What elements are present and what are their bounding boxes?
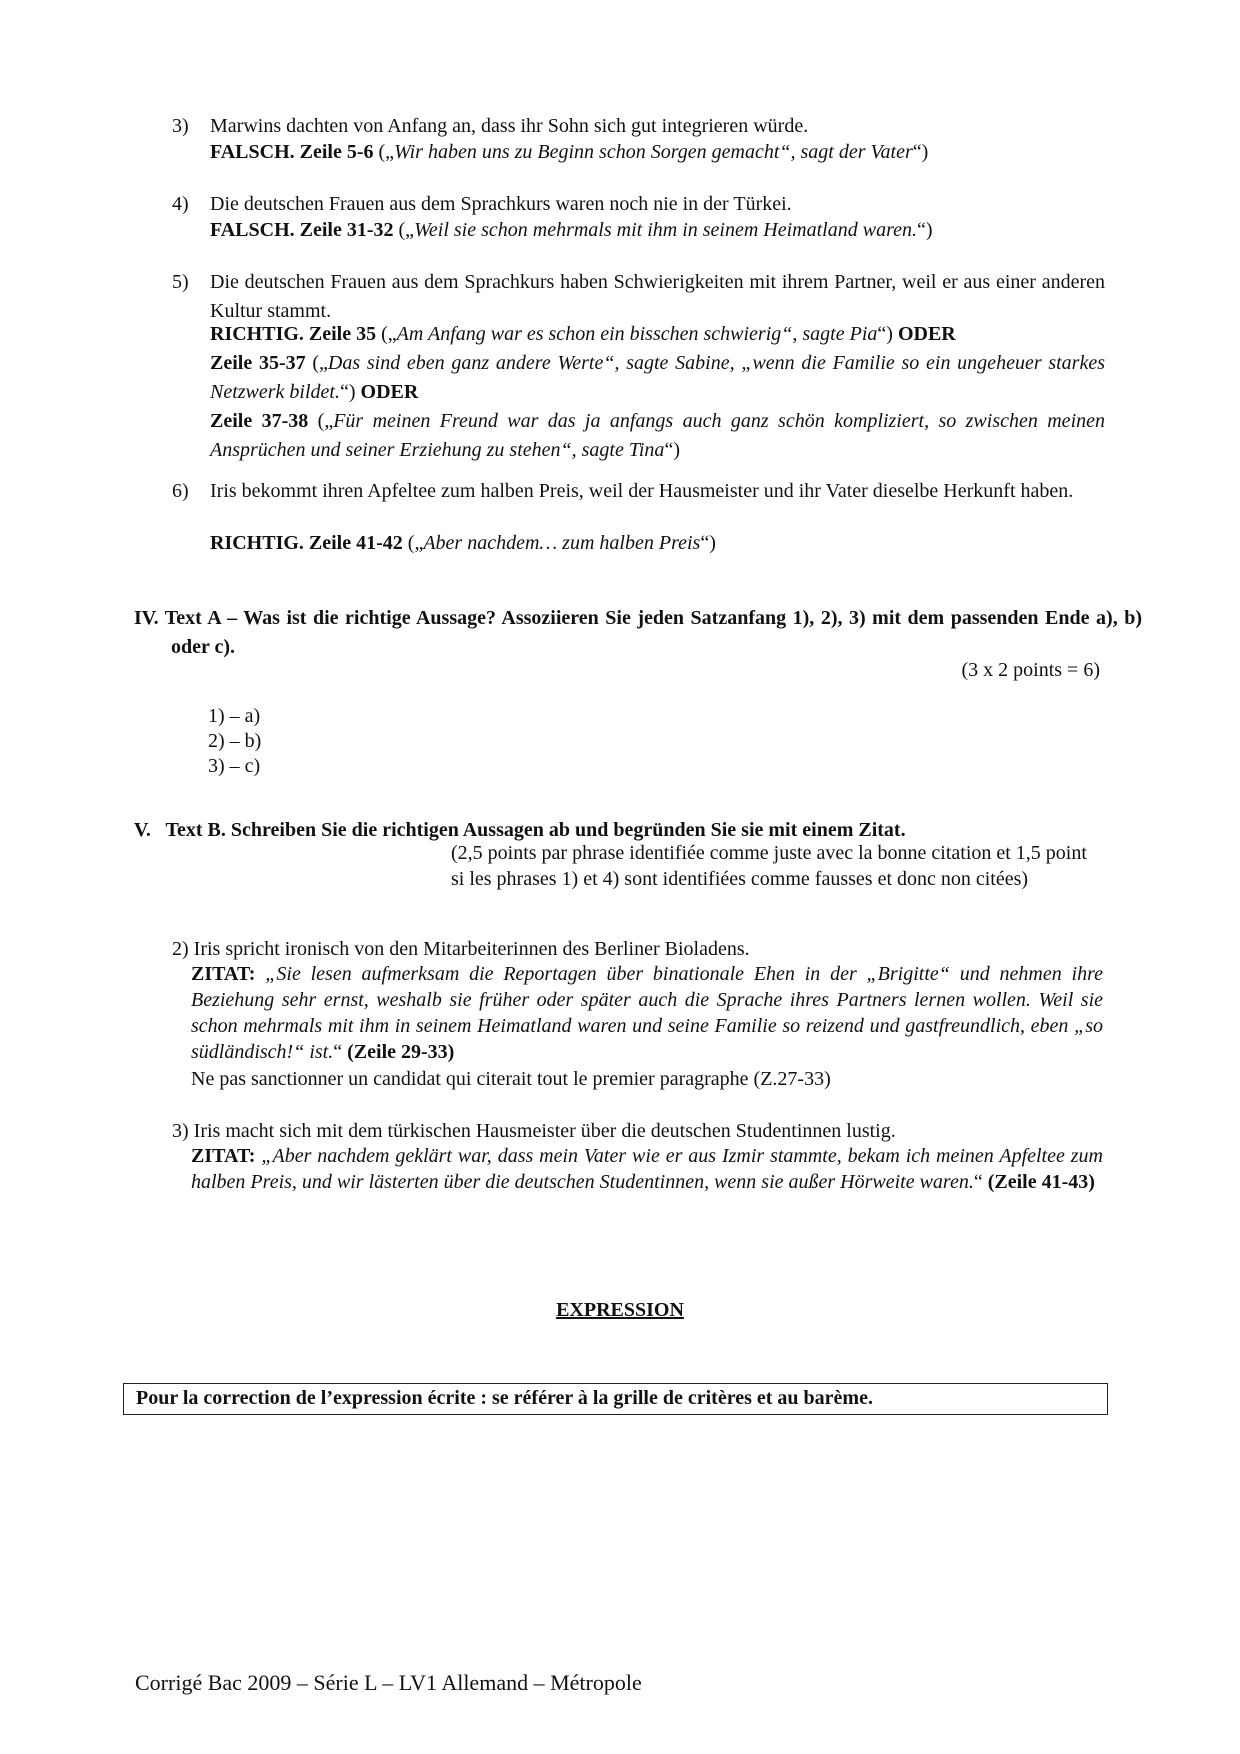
answer-label: FALSCH. Zeile 31-32	[210, 219, 394, 241]
question-number: 6)	[172, 480, 189, 502]
question-number: 5)	[172, 271, 189, 293]
line-reference: (Zeile 29-33)	[347, 1041, 455, 1063]
oder-label: ODER	[897, 323, 956, 345]
answer-line: FALSCH. Zeile 5-6 („Wir haben uns zu Beginn schon Sorgen gemacht“, sagt der Vater“)	[210, 141, 929, 163]
zitat-label: ZITAT:	[191, 963, 256, 985]
answer-label: FALSCH. Zeile 5-6	[210, 141, 374, 163]
quote: „Aber nachdem geklärt war, dass mein Vater wie er aus Izmir stammte, bekam ich meinen Apfeltee zum halben Preis, und wir lästerten über die deutschen Studentinnen, wenn sie außer Hörweite waren.	[191, 1145, 1103, 1193]
page-footer: Corrigé Bac 2009 – Série L – LV1 Allemand – Métropole	[135, 1670, 642, 1695]
list-item: 1) – a)	[208, 705, 261, 727]
statement-text: 3) Iris macht sich mit dem türkischen Hausmeister über die deutschen Studentinnen lustig.	[172, 1120, 896, 1142]
question-text: Die deutschen Frauen aus dem Sprachkurs waren noch nie in der Türkei.	[210, 193, 792, 215]
quote: Für meinen Freund war das ja anfangs auch ganz schön kompliziert, so zwischen meinen Ansprüchen und seiner Erziehung zu stehen“, sagte Tina	[210, 410, 1105, 461]
question-text: Iris bekommt ihren Apfeltee zum halben Preis, weil der Hausmeister und ihr Vater dieselbe Herkunft haben.	[210, 480, 1074, 502]
quote: Am Anfang war es schon ein bisschen schwierig“, sagte Pia	[396, 323, 878, 345]
question-number: 3)	[172, 115, 189, 137]
quote: „Sie lesen aufmerksam die Reportagen über binationale Ehen in der „Brigitte“ und nehmen ihre Beziehung sehr ernst, weshalb sie früher oder später auch die Sprache ihres Partners lernen wollen. Weil sie schon mehrmals mit ihm in seinem Heimatland waren und seine Familie so reizend und gastfreundlich, eben „so südländisch!“ ist.	[191, 963, 1103, 1063]
zitat-label: ZITAT:	[191, 1145, 256, 1167]
statement-text: 2) Iris spricht ironisch von den Mitarbeiterinnen des Berliner Bioladens.	[172, 938, 750, 960]
zitat-block: ZITAT: „Sie lesen aufmerksam die Reportagen über binationale Ehen in der „Brigitte“ und nehmen ihre Beziehung sehr ernst, weshalb sie früher oder später auch die Sprache ihres Partners lernen wollen. Weil sie schon mehrmals mit ihm in seinem Heimatland waren und seine Familie so reizend und gastfreundlich, eben „so südländisch!“ ist.“ (Zeile 29-33)	[191, 963, 1103, 1063]
expression-title: EXPRESSION	[556, 1299, 684, 1321]
instruction-box: Pour la correction de l’expression écrite : se référer à la grille de critères et au barème.	[123, 1383, 1108, 1415]
points-note: (3 x 2 points = 6)	[961, 659, 1100, 681]
list-item: 3) – c)	[208, 755, 261, 777]
answer-label: Zeile 35-37	[210, 352, 306, 374]
section-heading: V. Text B. Schreiben Sie die richtigen Aussagen ab und begründen Sie sie mit einem Zitat.	[134, 819, 906, 841]
line-reference: (Zeile 41-43)	[987, 1171, 1095, 1193]
section-heading: IV. Text A – Was ist die richtige Aussage? Assoziieren Sie jeden Satzanfang 1), 2), 3) mit dem passenden Ende a), b) oder c).	[134, 607, 1142, 658]
answer-block: RICHTIG. Zeile 35 („Am Anfang war es schon ein bisschen schwierig“, sagte Pia“) ODER Zeile 35-37 („Das sind eben ganz andere Werte“, sagte Sabine, „wenn die Familie so ein ungeheuer starkes Netzwerk bildet.“) ODER Zeile 37-38 („Für meinen Freund war das ja anfangs auch ganz schön kompliziert, so zwischen meinen Ansprüchen und seiner Erziehung zu stehen“, sagte Tina“)	[210, 323, 1105, 461]
answer-label: Zeile 37-38	[210, 410, 309, 432]
answer-line: FALSCH. Zeile 31-32 („Weil sie schon mehrmals mit ihm in seinem Heimatland waren.“)	[210, 219, 933, 241]
question-number: 4)	[172, 193, 189, 215]
answer-list	[208, 702, 261, 777]
answer-label: RICHTIG. Zeile 35	[210, 323, 377, 345]
grading-note: Ne pas sanctionner un candidat qui citerait tout le premier paragraphe (Z.27-33)	[191, 1068, 831, 1090]
quote: Aber nachdem… zum halben Preis	[423, 532, 701, 554]
answer-label: RICHTIG. Zeile 41-42	[210, 532, 403, 554]
question-text: Marwins dachten von Anfang an, dass ihr Sohn sich gut integrieren würde.	[210, 115, 809, 137]
answer-line: RICHTIG. Zeile 41-42 („Aber nachdem… zum halben Preis“)	[210, 532, 716, 554]
quote: Das sind eben ganz andere Werte“, sagte Sabine, „wenn die Familie so ein ungeheuer starkes Netzwerk bildet.	[210, 352, 1105, 403]
list-item: 2) – b)	[208, 730, 262, 752]
question-text: Die deutschen Frauen aus dem Sprachkurs haben Schwierigkeiten mit ihrem Partner, weil er aus einer anderen Kultur stammt.	[210, 271, 1105, 322]
points-note: (2,5 points par phrase identifiée comme juste avec la bonne citation et 1,5 point si les phrases 1) et 4) sont identifiées comme fausses et donc non citées)	[451, 842, 1087, 890]
oder-label: ODER	[360, 381, 419, 403]
quote: Wir haben uns zu Beginn schon Sorgen gemacht“, sagt der Vater	[394, 141, 913, 163]
quote: Weil sie schon mehrmals mit ihm in seinem Heimatland waren.	[414, 219, 917, 241]
zitat-block: ZITAT: „Aber nachdem geklärt war, dass mein Vater wie er aus Izmir stammte, bekam ich meinen Apfeltee zum halben Preis, und wir lästerten über die deutschen Studentinnen, wenn sie außer Hörweite waren.“ (Zeile 41-43)	[191, 1145, 1103, 1193]
